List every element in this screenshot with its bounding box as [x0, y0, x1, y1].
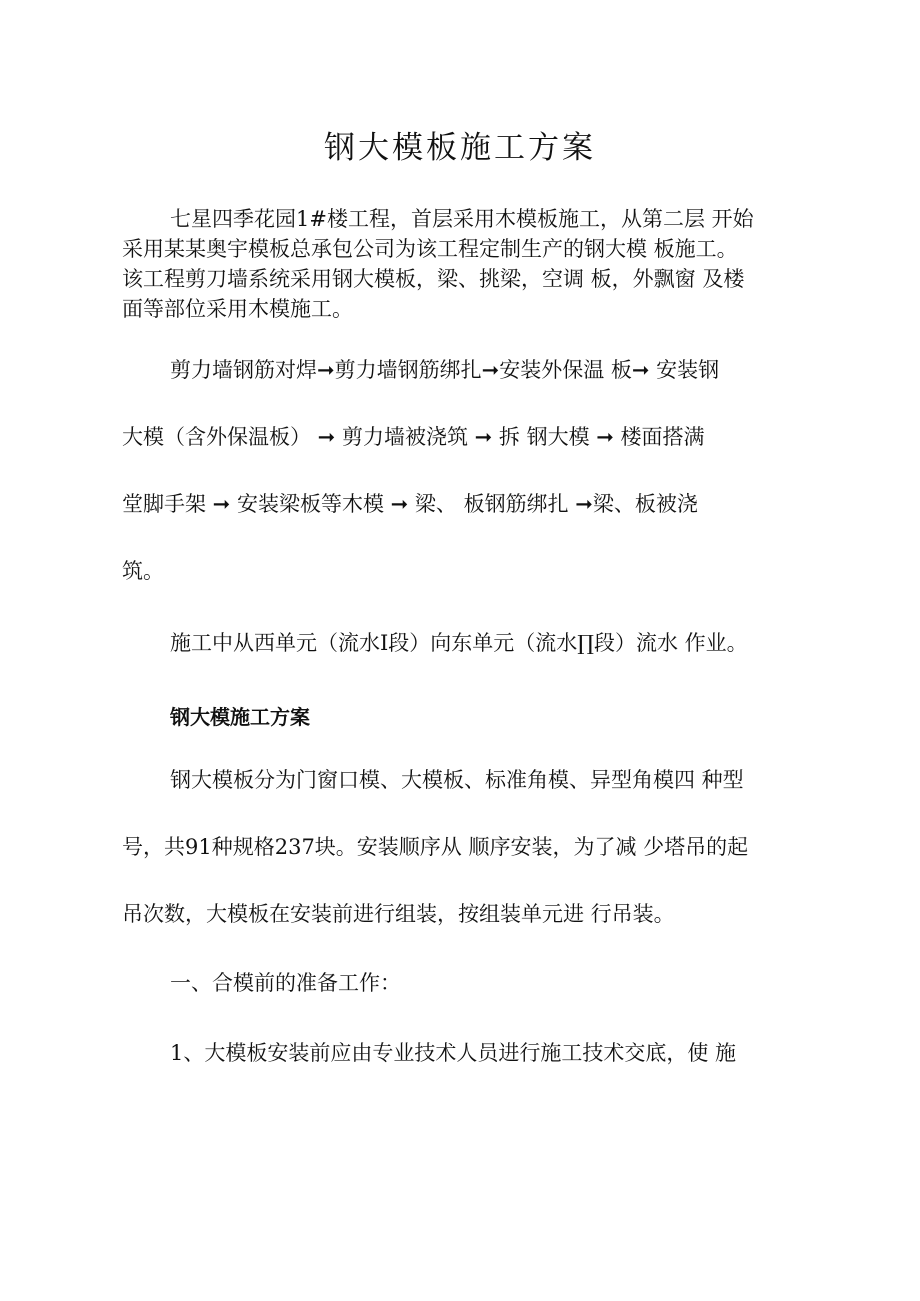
- intro-line-3: 该工程剪刀墙系统采用钢大模板，梁、挑梁，空调 板，外飘窗 及楼: [122, 267, 745, 291]
- flow-line-1: 剪力墙钢筋对焊➞剪力墙钢筋绑扎➞安装外保温 板➞ 安装钢: [170, 358, 720, 382]
- flow-line-4: 筑。: [122, 559, 164, 583]
- document-title: 钢大模板施工方案: [324, 130, 596, 166]
- process-flow-paragraph: [122, 337, 812, 605]
- intro-paragraph: [122, 204, 812, 324]
- spec-line-2: 号，共91种规格237块。安装顺序从 顺序安装，为了减 少塔吊的起: [122, 835, 749, 859]
- spec-line-3: 吊次数，大模板在安装前进行组装，按组装单元进 行吊装。: [122, 902, 675, 926]
- intro-line-2: 采用某某奥宇模板总承包公司为该工程定制生产的钢大模 板施工。: [122, 237, 738, 261]
- spec-line-1: 钢大模板分为门窗口模、大模板、标准角模、异型角模四 种型: [170, 768, 744, 792]
- spec-paragraph: [122, 747, 812, 948]
- water-flow-paragraph: 施工中从西单元（流水I段）向东单元（流水∏段）流水 作业。: [170, 631, 748, 655]
- prep-heading: 一、合模前的准备工作：: [170, 971, 401, 995]
- intro-line-1: 七星四季花园1#楼工程，首层采用木模板施工，从第二层 开始: [170, 207, 754, 231]
- flow-line-2: 大模（含外保温板） ➞ 剪力墙被浇筑 ➞ 拆 钢大模 ➞ 楼面搭满: [122, 425, 705, 449]
- prep-item-1: 1、大模板安装前应由专业技术人员进行施工技术交底，使 施: [170, 1041, 737, 1065]
- flow-line-3: 堂脚手架 ➞ 安装梁板等木模 ➞ 梁、 板钢筋绑扎 ➞梁、板被浇: [122, 492, 698, 516]
- intro-line-4: 面等部位采用木模施工。: [122, 297, 353, 321]
- section-subheading: 钢大模施工方案: [170, 705, 310, 729]
